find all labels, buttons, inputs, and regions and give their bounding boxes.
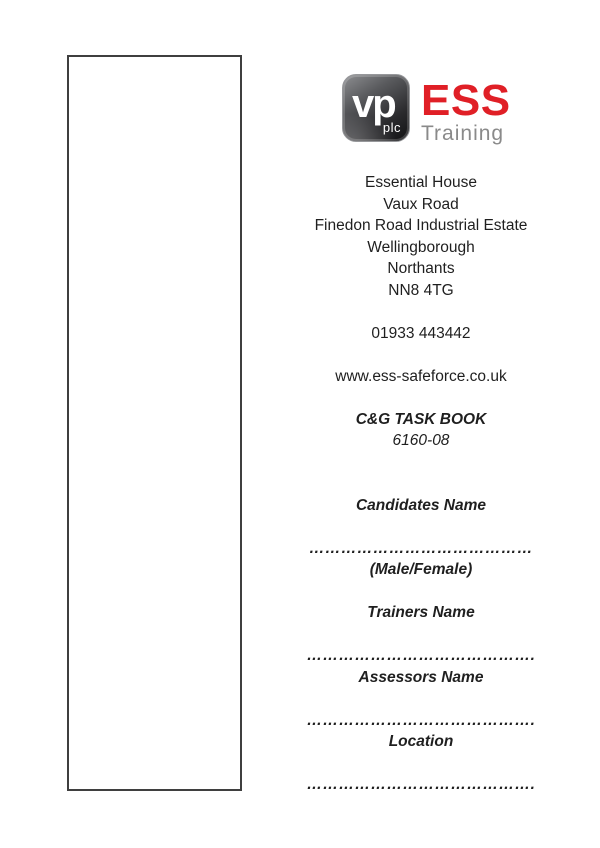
blank-line <box>242 344 600 366</box>
assessors-name-label: Assessors Name <box>358 668 484 686</box>
blank-line <box>242 688 600 710</box>
training-brand-text: Training <box>421 122 505 145</box>
address-postcode: NN8 4TG <box>388 281 454 299</box>
gender-label: (Male/Female) <box>369 561 473 578</box>
ess-brand-text: ESS <box>421 76 511 125</box>
document-title: C&G TASK BOOK <box>355 410 487 428</box>
address-line: Essential House <box>364 174 477 191</box>
brand-text-block <box>421 74 511 145</box>
blank-line <box>242 473 600 495</box>
website-url: www.ess-safeforce.co.uk <box>335 367 507 385</box>
trainers-name-field: ……………………………………. <box>306 647 536 664</box>
blank-line <box>242 516 600 538</box>
address-line: Finedon Road Industrial Estate <box>314 217 528 234</box>
candidates-name-label: Candidates Name <box>355 496 487 514</box>
vp-plc-logo-icon <box>342 74 410 142</box>
vp-logo-text: vp <box>352 82 395 126</box>
spine-label-box <box>67 55 242 791</box>
address-line: Wellingborough <box>367 238 475 256</box>
plc-logo-text: plc <box>382 120 401 135</box>
phone-number: 01933 443442 <box>371 324 471 342</box>
location-label: Location <box>388 733 454 750</box>
blank-line <box>242 387 600 409</box>
location-field: ……………………………………. <box>306 776 536 793</box>
blank-line <box>242 581 600 603</box>
address-line: Vaux Road <box>383 195 459 213</box>
cover-text-column <box>242 172 600 796</box>
company-logo <box>342 74 511 145</box>
assessors-name-field: ……………………………………. <box>306 711 536 729</box>
trainers-name-label: Trainers Name <box>367 604 475 621</box>
blank-line <box>242 624 600 646</box>
address-line: Northants <box>387 260 455 277</box>
candidates-name-field: …………………………………… <box>309 539 533 557</box>
document-code: 6160-08 <box>392 432 450 449</box>
blank-line <box>242 753 600 775</box>
blank-line <box>242 452 600 474</box>
blank-line <box>242 301 600 323</box>
